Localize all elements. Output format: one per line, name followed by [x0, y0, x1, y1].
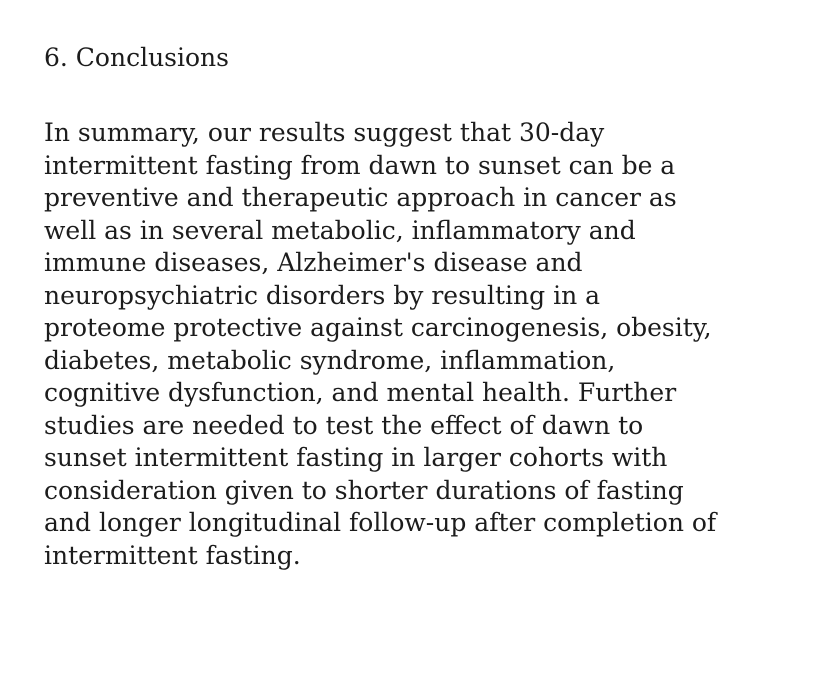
paragraph-line: neuropsychiatric disorders by resulting in a [44, 280, 601, 310]
section-heading: 6. Conclusions [44, 43, 229, 72]
paragraph-line: preventive and therapeutic approach in cancer as [44, 183, 677, 212]
paragraph-line: studies are needed to test the effect of dawn to [44, 410, 644, 440]
paragraph-line: sunset intermittent fasting in larger cohorts with [44, 443, 668, 472]
paragraph-line: well as in several metabolic, inflammatory and [44, 215, 636, 245]
paragraph-line: intermittent fasting from dawn to sunset can be a [44, 150, 676, 180]
conclusion-paragraph [44, 117, 716, 572]
paragraph-line: In summary, our results suggest that 30-day [44, 118, 605, 147]
paragraph-line: and longer longitudinal follow-up after completion of [44, 508, 717, 537]
paragraph-line: diabetes, metabolic syndrome, inflammation, [44, 345, 616, 375]
paragraph-line: intermittent fasting. [44, 540, 301, 570]
paragraph-line: consideration given to shorter durations of fasting [44, 475, 684, 505]
paragraph-line: cognitive dysfunction, and mental health. Further [44, 378, 677, 407]
paragraph-line: immune diseases, Alzheimer's disease and [44, 248, 583, 277]
paragraph-line: proteome protective against carcinogenesis, obesity, [44, 313, 712, 342]
